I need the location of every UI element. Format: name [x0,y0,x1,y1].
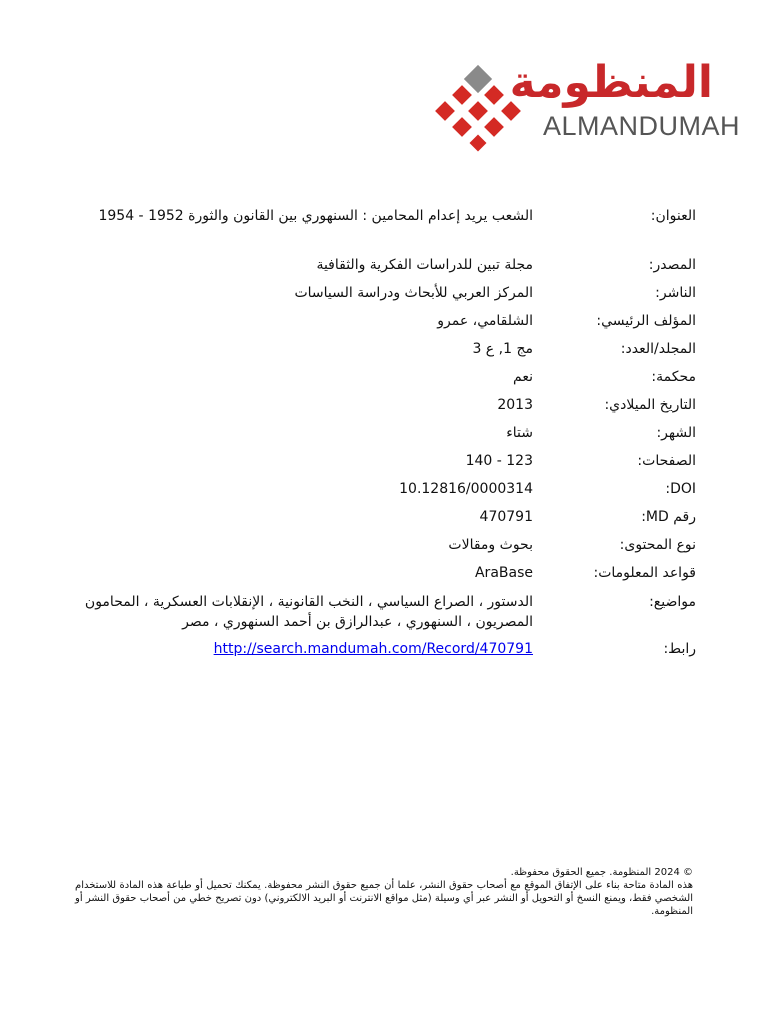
record-label: الصفحات: [637,453,696,469]
record-value-publisher: المركز العربي للأبحاث ودراسة السياسات [294,285,533,301]
record-value-link [83,639,533,659]
record-value-month: شتاء [506,425,533,441]
record-value-year: 2013 [497,397,533,413]
record-link[interactable]: http://search.mandumah.com/Record/470791 [213,641,533,657]
record-label: الناشر: [655,285,696,301]
record-value-subjects: الدستور ، الصراع السياسي ، النخب القانونية ، الإنقلابات العسكرية ، المحامون المصريون ، السنهوري ، عبدالرازق بن أحمد السنهوري ، مصر [84,594,533,630]
record-label: قواعد المعلومات: [593,565,696,581]
record-label: نوع المحتوى: [619,537,696,553]
copyright-line: © 2024 المنظومة. جميع الحقوق محفوظة. [510,867,693,878]
copyright-footer [75,866,693,918]
record-label: رابط: [663,641,696,657]
record-label: المجلد/العدد: [620,341,696,357]
record-value-author: الشلقامي، عمرو [437,313,533,329]
record-label: رقم MD: [641,509,696,525]
record-value-volume: مج 1, ع 3 [472,341,533,357]
record-label: التاريخ الميلادي: [604,397,696,413]
logo-arabic-wordmark: المنظومة [509,57,713,108]
record-value-md-number: 470791 [479,509,533,525]
record-value-peer-reviewed: نعم [513,369,533,385]
record-label: مواضيع: [649,594,696,610]
almandumah-logo [425,55,741,155]
record-value-doi: 10.12816/0000314 [399,481,533,497]
copyright-notice: هذه المادة متاحة بناء على الإتفاق الموقع مع أصحاب حقوق النشر، علما أن جميع حقوق النشر محفوظة. يمكنك تحميل أو طباعة هذه المادة للاستخدام الشخصي فقط، ويمنع النسخ أو التحويل أو النشر عبر أي وسيلة (مثل مواقع الانترنت أو البريد الالكتروني) دون تصريح خطي من أصحاب حقوق النشر أو المنظومة. [75,880,693,917]
record-label: محكمة: [651,369,696,385]
logo-latin-wordmark: ALMANDUMAH [543,111,741,141]
record-label: المصدر: [648,257,696,273]
record-value-pages: 123 - 140 [465,453,533,469]
record-label: المؤلف الرئيسي: [596,313,696,329]
record-label: العنوان: [650,208,696,224]
record-label: الشهر: [656,425,696,441]
record-value-databases: AraBase [474,565,533,581]
record-value-title: الشعب يريد إعدام المحامين : السنهوري بين القانون والثورة 1952 - 1954 [98,208,533,224]
record-value-source: مجلة تبين للدراسات الفكرية والثقافية [316,257,533,273]
record-value-content-type: بحوث ومقالات [448,537,533,553]
record-label: DOI: [665,481,696,497]
